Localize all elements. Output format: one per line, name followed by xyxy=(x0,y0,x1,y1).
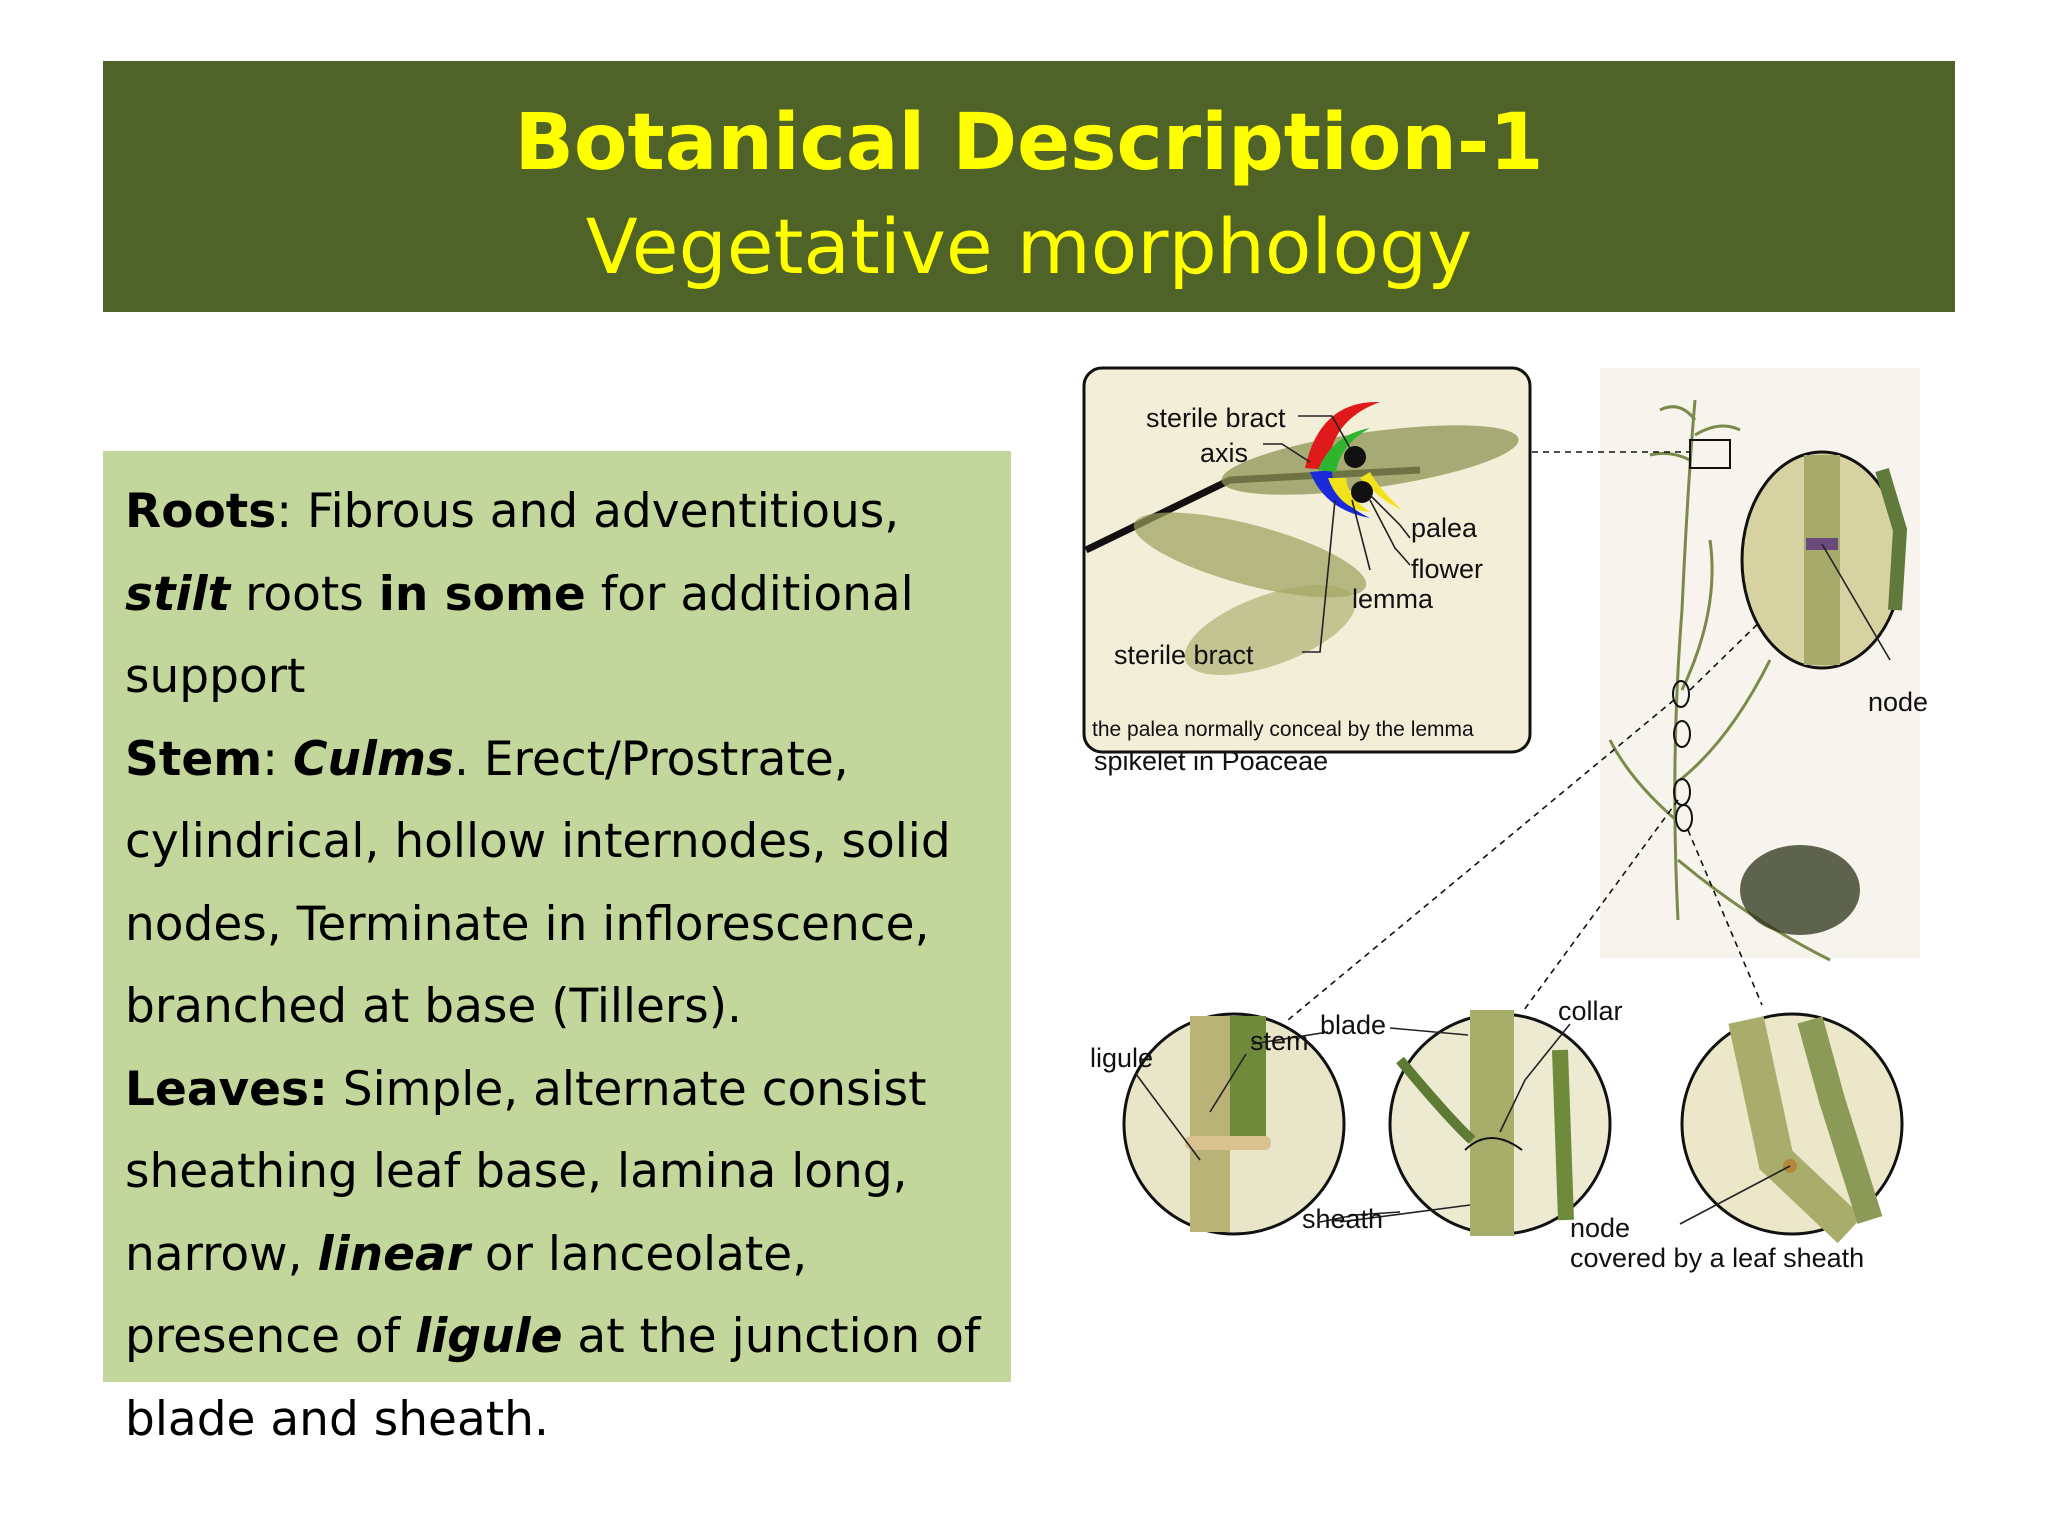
label-ligule: ligule xyxy=(1090,1043,1154,1073)
culms-term: Culms xyxy=(292,731,454,787)
node-covered-zoom-circle xyxy=(1682,1014,1902,1234)
label-flower: flower xyxy=(1411,554,1484,584)
ligule-zoom-circle xyxy=(1124,1014,1344,1234)
roots-paragraph xyxy=(125,471,991,719)
grass-morphology-illustration xyxy=(1070,360,1930,1280)
slide-subtitle: Vegetative morphology xyxy=(585,202,1473,291)
spikelet-caption: spikelet in Poaceae xyxy=(1094,746,1329,776)
roots-text: for additional support xyxy=(125,566,914,704)
label-sterile-bract-top: sterile bract xyxy=(1146,403,1286,433)
stem-colon: : xyxy=(262,731,293,787)
label-stem: stem xyxy=(1250,1026,1309,1056)
plant-roots xyxy=(1740,845,1860,935)
slide-title: Botanical Description-1 xyxy=(514,98,1544,188)
label-lemma: lemma xyxy=(1352,584,1434,614)
roots-label: Roots xyxy=(125,484,277,539)
leaves-text: or lanceolate, presence of xyxy=(125,1226,808,1364)
leaves-paragraph xyxy=(125,1049,991,1462)
roots-text: : Fibrous and adventitious, xyxy=(276,484,900,539)
ligule-term: ligule xyxy=(415,1309,563,1364)
title-banner xyxy=(103,61,1955,312)
node-zoom-circle xyxy=(1742,452,1902,668)
label-blade: blade xyxy=(1320,1010,1387,1040)
label-node: node xyxy=(1868,687,1929,717)
label-palea: palea xyxy=(1411,513,1478,543)
stem-text: . Erect/Prostrate, cylindrical, hollow internodes, solid nodes, Terminate in inflorescence, branched at base (Tillers). xyxy=(125,731,951,1034)
label-sterile-bract-bottom: sterile bract xyxy=(1114,640,1254,670)
leaves-text: at the junction of blade and sheath. xyxy=(125,1309,981,1447)
inset-caption: the palea normally conceal by the lemma xyxy=(1092,718,1474,741)
label-axis: axis xyxy=(1200,438,1249,468)
in-some-term: in some xyxy=(378,566,586,622)
description-text-box xyxy=(103,451,1011,1447)
leaves-text: Simple, alternate consist sheathing leaf base, lamina long, narrow, xyxy=(125,1061,927,1282)
stem-paragraph xyxy=(125,719,991,1049)
label-collar: collar xyxy=(1558,996,1623,1026)
label-node-bottom: node xyxy=(1570,1213,1631,1243)
stilt-term: stilt xyxy=(125,566,231,622)
leaves-label: Leaves: xyxy=(125,1061,328,1117)
roots-text: roots xyxy=(230,566,379,622)
stem-label: Stem xyxy=(125,731,263,787)
label-covered-by-leaf-sheath: covered by a leaf sheath xyxy=(1570,1243,1865,1273)
collar-zoom-circle xyxy=(1390,1010,1610,1236)
linear-term: linear xyxy=(317,1226,470,1282)
grass-morphology-figure xyxy=(1070,360,1930,1280)
label-sheath: sheath xyxy=(1302,1204,1384,1234)
